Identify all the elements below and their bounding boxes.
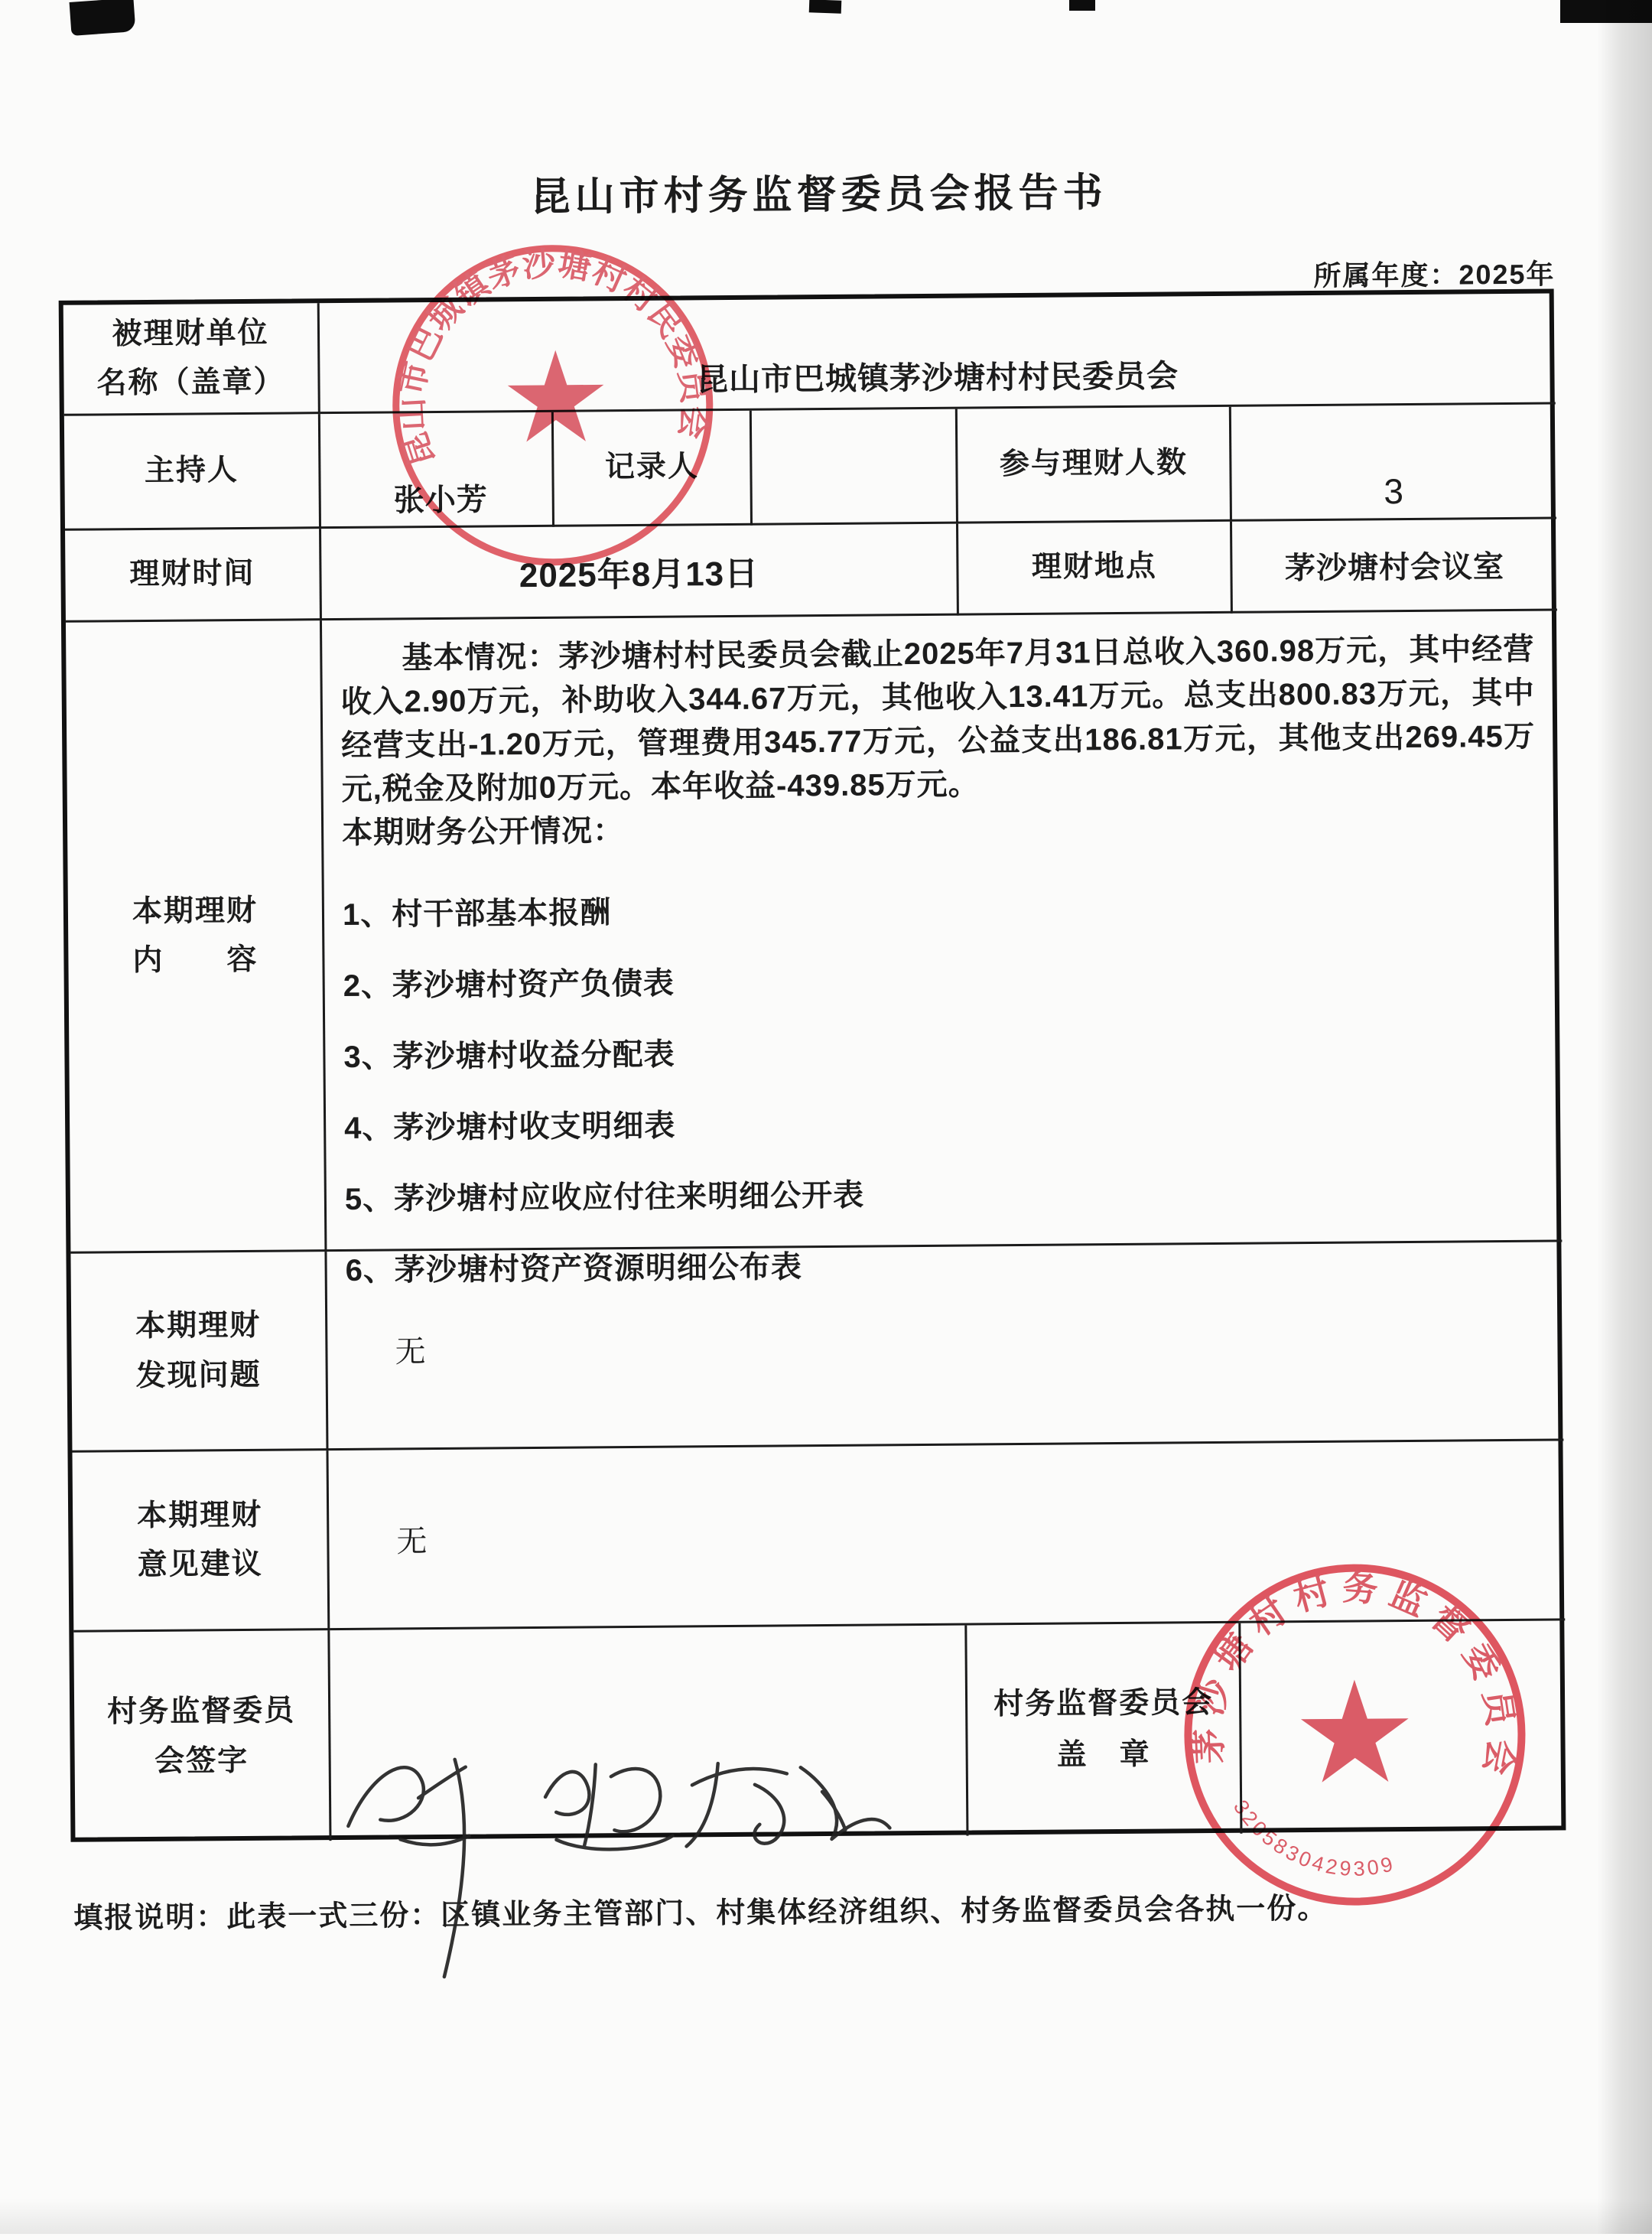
host-value: 张小芳 [320,412,554,529]
signature-stroke [692,1769,787,1786]
suggestions-value: 无 [328,1441,1565,1630]
content-cell [322,610,1562,1288]
problems-value: 无 [327,1242,1563,1450]
page-edge-shadow [0,2199,1652,2234]
suggestions-label-line2: 意见建议 [137,1547,263,1582]
participants-label-cell [958,407,1232,524]
participants-label: 参与理财人数 [999,446,1189,481]
signature-stroke [443,1760,466,1977]
disclosure-list [343,884,1540,1293]
unit-name-value: 昆山市巴城镇茅沙塘村村民委员会 [320,293,1556,414]
problems-label-line1: 本期理财 [135,1308,262,1343]
unit-label-line1: 被理财单位 [112,316,269,350]
seal-label-line1: 村务监督委员会 [993,1686,1214,1721]
place-value: 茅沙塘村会议室 [1232,519,1557,613]
recorder-value [752,409,958,526]
signature-label-cell [73,1630,331,1843]
time-value: 2025年8月13日 [321,524,959,621]
svg-text:昆山市巴城镇茅沙塘村村民委员会 [392,244,713,470]
scan-artifact [1069,0,1095,11]
list-item: 2、茅沙塘村资产负债表 [343,966,675,1003]
signature-stroke [556,1836,672,1850]
signature-stroke [611,1769,661,1832]
signature-stroke [754,1784,785,1843]
page-title: 昆山市村务监督委员会报告书 [530,171,1107,220]
list-item: 1、村干部基本报酬 [342,896,612,932]
place-label: 理财地点 [1031,549,1158,584]
list-item: 3、茅沙塘村收益分配表 [343,1037,675,1074]
stamp-text: 昆山市巴城镇茅沙塘村村民委员会 [392,245,714,471]
year-label: 所属年度：2025年 [1313,258,1556,291]
village-committee-stamp [368,220,738,591]
signature-stroke [400,1836,469,1845]
page-edge-shadow [1597,0,1652,2234]
list-item: 4、茅沙塘村收支明细表 [344,1109,676,1145]
handwritten-signatures [326,1721,940,2016]
problems-label-line2: 发现问题 [135,1358,262,1392]
host-label-cell [64,414,321,531]
time-label-cell [65,529,322,623]
financial-summary-paragraph: 基本情况：茅沙塘村村民委员会截止2025年7月31日总收入360.98万元，其中经营收入2.90万元，补助收入344.67万元，其他收入13.41万元。总支出800.83万元，其中经营支出-1.20万元，管理费用345.77万元，公益支出186.81万元，其他支出269.45万元,税金及附加0万元。本年收益-439.85万元。 [340,632,1536,806]
scan-artifact [70,0,136,36]
suggestions-label-line1: 本期理财 [136,1498,263,1532]
signature-stroke [545,1772,590,1815]
host-label: 主持人 [144,454,239,488]
seal-label-line2: 盖 章 [1056,1737,1151,1772]
content-label-line1: 本期理财 [132,894,259,928]
signature-label-line2: 会签字 [154,1743,249,1778]
supervision-committee-stamp [1170,1550,1540,1920]
list-item: 6、茅沙塘村资产资源明细公布表 [345,1250,803,1288]
star-icon [1301,1679,1410,1783]
footer-note: 填报说明：此表一式三份：区镇业务主管部门、村集体经济组织、村务监督委员会各执一份。 [73,1892,1328,1935]
suggestions-label-cell [72,1450,330,1633]
problems-label-cell [70,1252,328,1453]
time-label: 理财时间 [129,557,255,591]
unit-label-cell [63,303,320,416]
place-label-cell [958,522,1233,616]
content-label-line2: 内 容 [132,943,259,978]
signature-label-line1: 村务监督委员 [106,1694,296,1729]
signature-stroke [348,1767,424,1826]
scan-artifact [809,0,842,14]
participants-value: 3 [1231,404,1556,521]
unit-label-line2: 名称（盖章） [96,365,285,400]
stamp-code: 3205830429309 [1228,1796,1398,1880]
content-label-cell [66,620,327,1254]
list-item: 5、茅沙塘村应收应付往来明细公开表 [344,1178,865,1216]
stamp-text: 茅沙塘村村务监督委员会 [1188,1567,1523,1789]
star-icon [507,350,604,441]
disclosure-heading: 本期财务公开情况： [341,814,625,850]
recorder-label: 记录人 [604,450,700,484]
